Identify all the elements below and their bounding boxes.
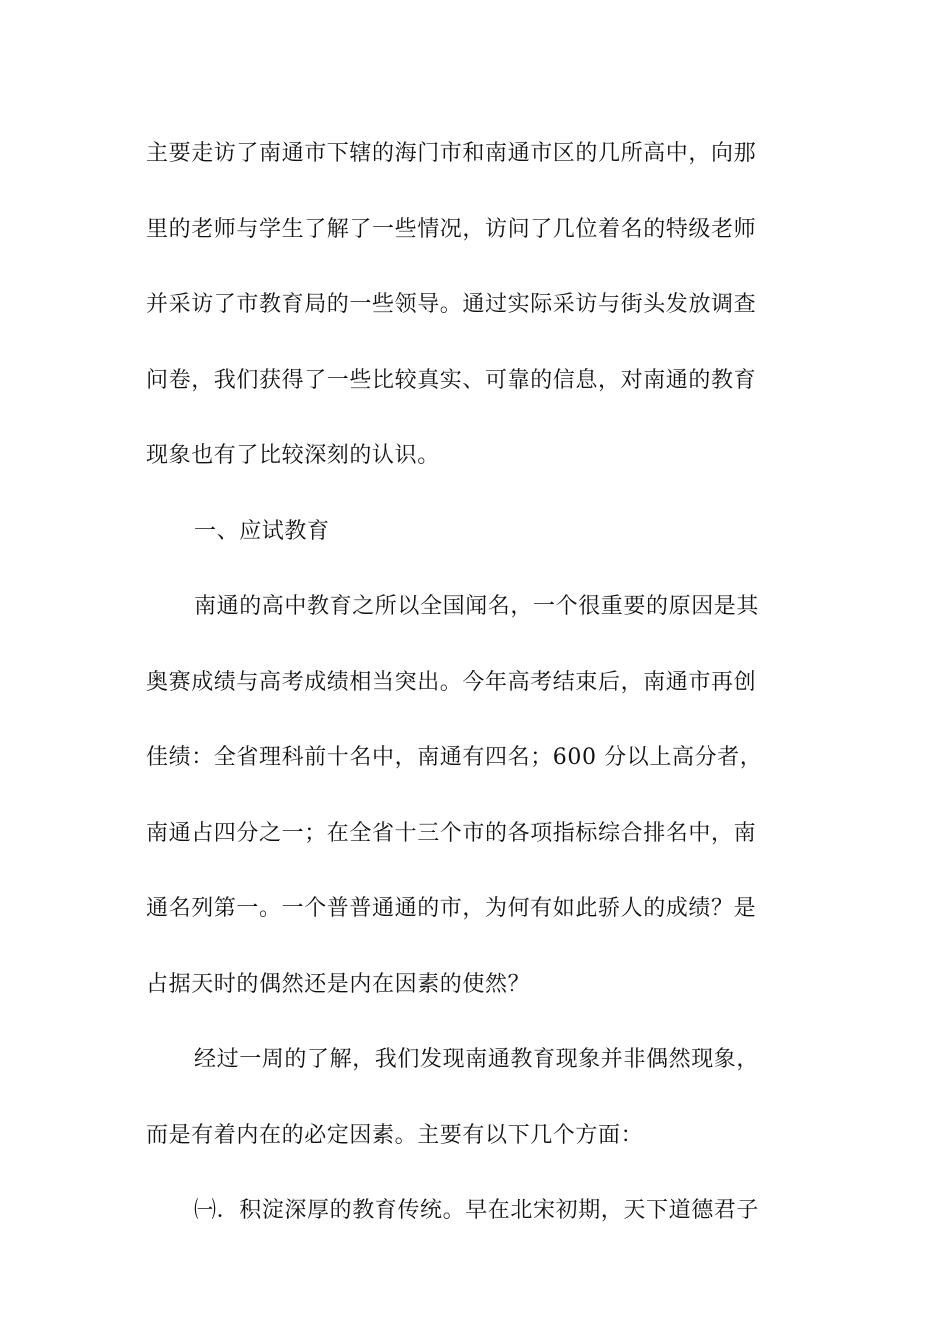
paragraph-line-9: 佳绩：全省理科前十名中，南通有四名；600 分以上高分者， xyxy=(146,745,763,770)
paragraph-line-14: 而是有着内在的必定因素。主要有以下几个方面： xyxy=(146,1122,644,1148)
paragraph-line-10: 南通占四分之一；在全省十三个市的各项指标综合排名中，南 xyxy=(146,820,757,846)
paragraph-line-13: 经过一周的了解，我们发现南通教育现象并非偶然现象， xyxy=(194,1047,760,1072)
subsection-line: ㈠．积淀深厚的教育传统。早在北宋初期，天下道德君子 xyxy=(194,1198,760,1223)
paragraph-line-1: 主要走访了南通市下辖的海门市和南通市区的几所高中，向那 xyxy=(146,141,757,166)
paragraph-line-5: 现象也有了比较深刻的认识。 xyxy=(146,443,440,468)
section-heading: 一、应试教育 xyxy=(194,518,330,544)
document-body xyxy=(146,124,806,1257)
paragraph-line-8: 奥赛成绩与高考成绩相当突出。今年高考结束后，南通市再创 xyxy=(146,669,757,695)
paragraph-line-12: 占据天时的偶然还是内在因素的使然？ xyxy=(146,971,531,997)
paragraph-line-7: 南通的高中教育之所以全国闻名，一个很重要的原因是其 xyxy=(194,594,760,619)
paragraph-line-2: 里的老师与学生了解了一些情况，访问了几位着名的特级老师 xyxy=(146,216,757,242)
paragraph-line-4: 问卷，我们获得了一些比较真实、可靠的信息，对南通的教育 xyxy=(146,367,757,393)
paragraph-line-11: 通名列第一。一个普普通通的市，为何有如此骄人的成绩？是 xyxy=(146,896,757,921)
paragraph-line-3: 并采访了市教育局的一些领导。通过实际采访与街头发放调查 xyxy=(146,292,757,317)
